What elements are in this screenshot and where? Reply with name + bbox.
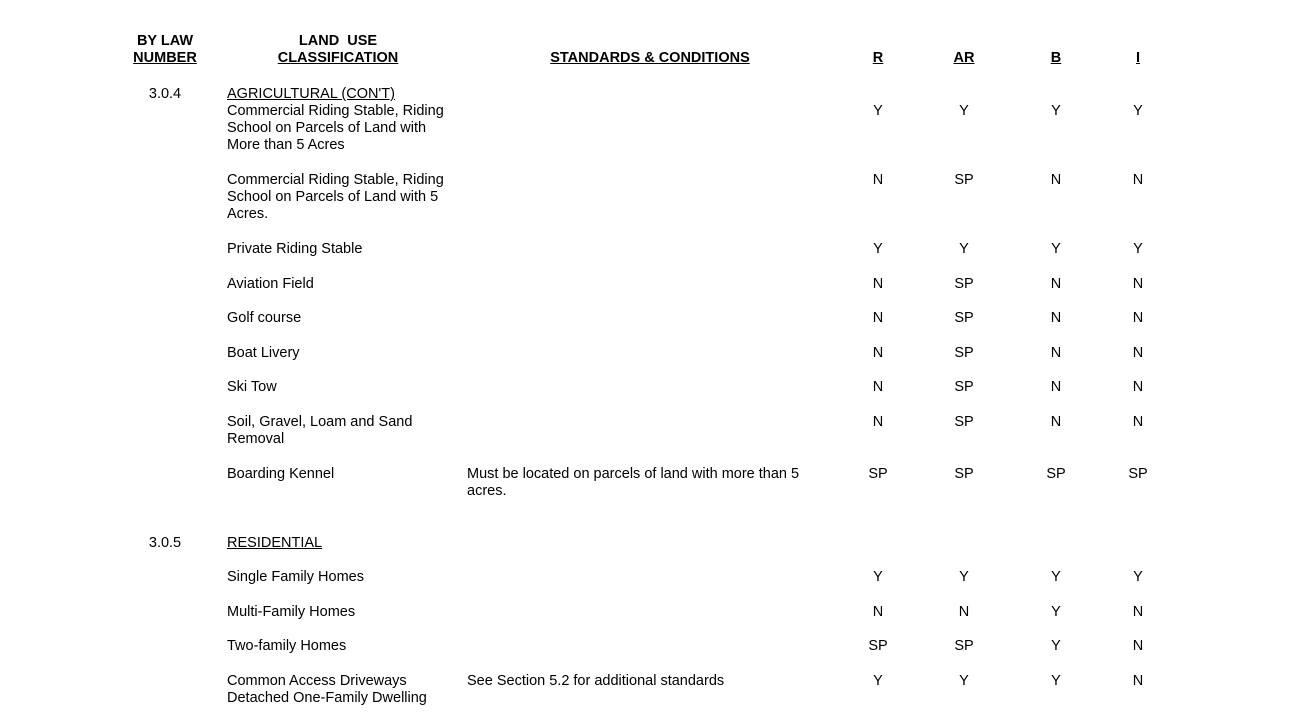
land-use: Soil, Gravel, Loam and Sand Removal: [227, 414, 413, 448]
zone-b-value: Y: [1051, 103, 1061, 119]
header-bylaw-number: [131, 33, 199, 67]
header-zone-b: B: [1050, 50, 1062, 66]
zone-ar-value: Y: [959, 103, 969, 119]
zone-r-value: N: [872, 604, 884, 620]
land-use: Commercial Riding Stable, Riding School on Parcels of Land with 5 Acres.: [227, 172, 444, 223]
header-bylaw-line2: NUMBER: [133, 50, 197, 66]
zone-b-value: SP: [1046, 466, 1066, 482]
zone-r-value: N: [872, 345, 884, 361]
section-number: 3.0.4: [148, 86, 182, 102]
zone-ar-value: Y: [959, 241, 969, 257]
header-standards: STANDARDS & CONDITIONS: [550, 50, 750, 66]
zone-i-value: N: [1132, 310, 1144, 326]
header-land-use: [252, 33, 424, 67]
zone-b-value: N: [1050, 172, 1062, 188]
header-bylaw-line1: BY LAW: [136, 33, 194, 49]
zone-i-value: N: [1132, 673, 1144, 689]
land-use: Aviation Field: [227, 276, 314, 292]
zone-ar-value: SP: [954, 345, 974, 361]
zone-ar-value: SP: [954, 310, 974, 326]
zone-r-value: N: [872, 414, 884, 430]
zone-i-value: Y: [1133, 103, 1143, 119]
land-use: Private Riding Stable: [227, 241, 363, 257]
zone-r-value: SP: [868, 466, 888, 482]
zone-ar-value: Y: [959, 569, 969, 585]
zone-r-value: N: [872, 172, 884, 188]
land-use: Two-family Homes: [227, 638, 347, 654]
zone-b-value: N: [1050, 379, 1062, 395]
zone-i-value: N: [1132, 345, 1144, 361]
standards-conditions: See Section 5.2 for additional standards: [467, 673, 725, 689]
zone-ar-value: SP: [954, 172, 974, 188]
zone-r-value: N: [872, 276, 884, 292]
zone-b-value: Y: [1051, 638, 1061, 654]
zone-r-value: SP: [868, 638, 888, 654]
zone-ar-value: SP: [954, 276, 974, 292]
zone-i-value: SP: [1128, 466, 1148, 482]
standards-conditions: Must be located on parcels of land with more than 5 acres.: [467, 466, 800, 500]
zone-i-value: N: [1132, 172, 1144, 188]
zone-r-value: N: [872, 379, 884, 395]
land-use: Boarding Kennel: [227, 466, 335, 482]
zone-b-value: Y: [1051, 673, 1061, 689]
land-use: Boat Livery: [227, 345, 300, 361]
zone-i-value: Y: [1133, 569, 1143, 585]
zone-b-value: N: [1050, 414, 1062, 430]
land-use: Common Access Driveways Detached One-Family Dwelling: [227, 673, 427, 707]
zone-ar-value: SP: [954, 379, 974, 395]
zone-i-value: N: [1132, 604, 1144, 620]
land-use: Ski Tow: [227, 379, 277, 395]
zone-ar-value: SP: [954, 638, 974, 654]
zone-b-value: Y: [1051, 569, 1061, 585]
zone-b-value: Y: [1051, 241, 1061, 257]
header-land-line1: LAND USE: [298, 33, 378, 49]
zone-b-value: Y: [1051, 604, 1061, 620]
land-use: Multi-Family Homes: [227, 604, 356, 620]
header-zone-r: R: [872, 50, 884, 66]
zone-ar-value: N: [958, 604, 970, 620]
zone-ar-value: SP: [954, 414, 974, 430]
zone-r-value: Y: [873, 569, 883, 585]
section-number: 3.0.5: [148, 535, 182, 551]
zone-b-value: N: [1050, 310, 1062, 326]
land-use: Single Family Homes: [227, 569, 364, 585]
zone-b-value: N: [1050, 345, 1062, 361]
zone-b-value: N: [1050, 276, 1062, 292]
header-zone-i: I: [1135, 50, 1141, 66]
zone-i-value: Y: [1133, 241, 1143, 257]
zone-ar-value: SP: [954, 466, 974, 482]
land-use: Commercial Riding Stable, Riding School on Parcels of Land with More than 5 Acres: [227, 103, 444, 154]
zone-r-value: N: [872, 310, 884, 326]
zone-i-value: N: [1132, 276, 1144, 292]
zone-r-value: Y: [873, 103, 883, 119]
zone-ar-value: Y: [959, 673, 969, 689]
header-land-line2: CLASSIFICATION: [277, 50, 399, 66]
zone-r-value: Y: [873, 241, 883, 257]
header-zone-ar: AR: [953, 50, 975, 66]
section-title: RESIDENTIAL: [227, 535, 323, 551]
section-title: AGRICULTURAL (CON'T): [227, 86, 395, 102]
zone-i-value: N: [1132, 414, 1144, 430]
zone-i-value: N: [1132, 379, 1144, 395]
zone-i-value: N: [1132, 638, 1144, 654]
zone-r-value: Y: [873, 673, 883, 689]
land-use: Golf course: [227, 310, 302, 326]
